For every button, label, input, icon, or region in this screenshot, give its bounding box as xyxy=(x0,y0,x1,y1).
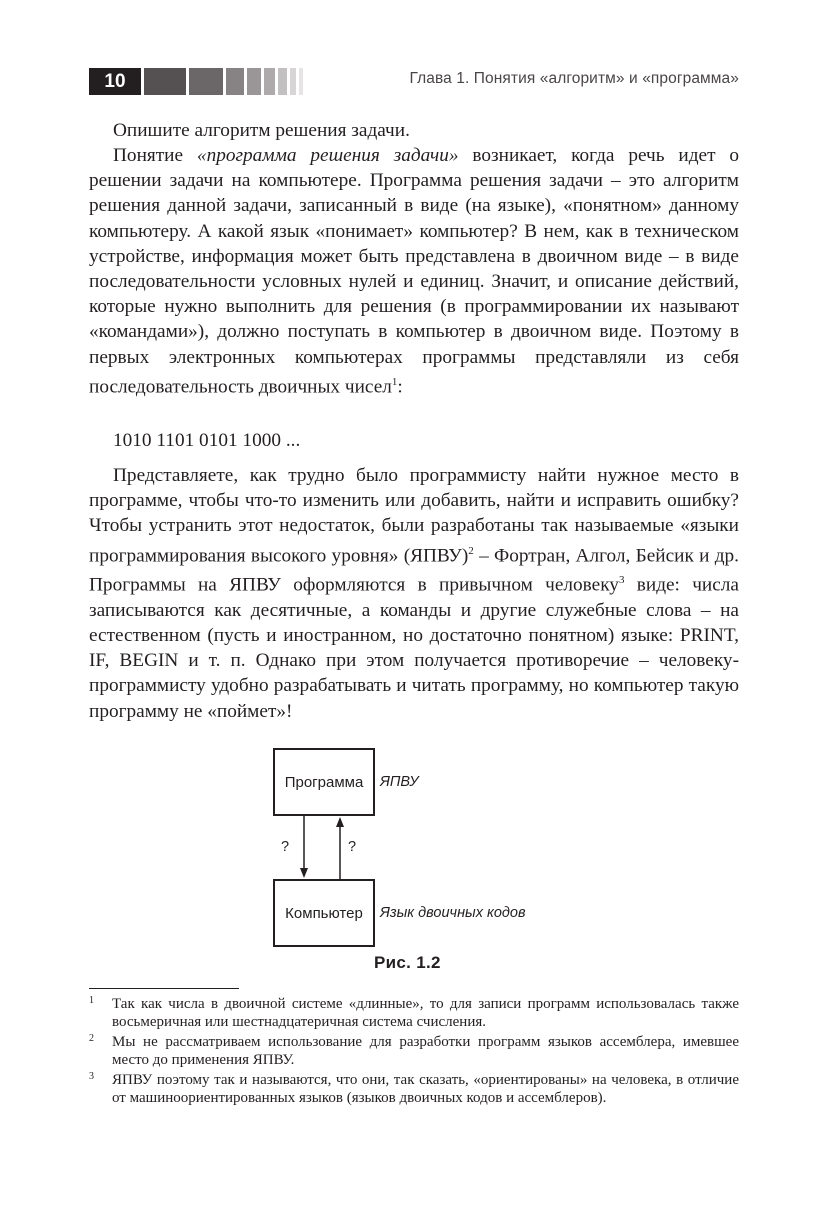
footnote-1 xyxy=(89,995,739,1031)
footnote-3 xyxy=(89,1071,739,1107)
program-box: Программа xyxy=(273,748,375,816)
paragraph-3 xyxy=(89,463,739,724)
shade-block xyxy=(144,68,186,95)
shade-block xyxy=(247,68,261,95)
shade-block xyxy=(278,68,287,95)
question-mark-right: ? xyxy=(348,839,357,855)
shade-block xyxy=(290,68,296,95)
footnote-ref-2: 2 xyxy=(468,544,474,557)
shade-block xyxy=(189,68,223,95)
binary-code-label: Язык двоичных кодов xyxy=(380,905,526,921)
footnote-text: Так как числа в двоичной системе «длинные», то для записи программ использовалась также восьмеричная или шестнадцатеричная система счисления. xyxy=(112,996,739,1030)
computer-box: Компьютер xyxy=(273,879,375,947)
up-arrowhead xyxy=(336,817,344,827)
p2-end: : xyxy=(397,376,403,398)
footnote-mark: 3 xyxy=(89,1071,94,1082)
down-arrowhead xyxy=(300,868,308,878)
hll-label: ЯПВУ xyxy=(380,774,419,790)
shade-block xyxy=(264,68,275,95)
footnote-mark: 2 xyxy=(89,1033,94,1044)
running-header xyxy=(89,68,739,95)
footnote-text: ЯПВУ поэтому так и называются, что они, так сказать, «ориентированы» на человека, в отличие от машиноориентированных языков (языков двоичных кодов и ассемблеров). xyxy=(112,1072,739,1106)
term-program: «программа решения задачи» xyxy=(196,145,459,166)
footnote-2 xyxy=(89,1033,739,1069)
footnote-mark: 1 xyxy=(89,995,94,1006)
p2-lead: Понятие xyxy=(113,145,197,166)
page-number: 10 xyxy=(89,68,141,95)
footnote-rule xyxy=(89,988,239,989)
paragraph-1: Опишите алгоритм решения задачи. xyxy=(113,120,410,141)
shade-block xyxy=(299,68,303,95)
p3-part-b: – Фортран, Алгол, Бейсик и др. Программы на ЯПВУ оформляются в привычном человеку xyxy=(89,545,739,596)
shade-block xyxy=(226,68,244,95)
question-mark-left: ? xyxy=(281,839,290,855)
footnote-text: Мы не рассматриваем использование для разработки программ языков ассемблера, имевшее место до применения ЯПВУ. xyxy=(112,1034,739,1068)
p3-part-a: Представляете, как трудно было программисту найти нужное место в программе, чтобы что-то изменить или добавить, найти и исправить ошибку? Чтобы устранить этот недостаток, были разработаны так называемые «языки программирования высокого уровня» (ЯПВУ) xyxy=(89,465,739,567)
chapter-title: Глава 1. Понятия «алгоритм» и «программа» xyxy=(409,70,739,87)
figure-caption: Рис. 1.2 xyxy=(374,953,441,972)
footnote-ref-1: 1 xyxy=(391,375,398,388)
binary-sequence: 1010 1101 0101 1000 ... xyxy=(113,430,301,451)
p2-text: возникает, когда речь идет о решении задачи на компьютере. Программа решения задачи – это алгоритм решения данной задачи, записанный в виде (на языке), «понятном» данному компьютеру. А какой язык «понимает» компьютер? В нем, как в техническом устройстве, информация может быть представлена в двоичном виде – в виде последовательности условных нулей и единиц. Значит, и описание действий, которые нужно выполнить для решения (в программировании их называют «командами»), должно поступать в компьютер в двоичном виде. Поэтому в первых электронных компьютерах программы представляли из себя последовательность двоичных чисел xyxy=(89,145,739,398)
p3-part-c: виде: числа записываются как десятичные, а команды и другие служебные слова – на естественном (пусть и иностранном, но достаточно понятном) языке: PRINT, IF, BEGIN и т. п. Однако при этом получается противоречие – человеку-программисту удобно разрабатывать и читать программу, но компьютер такую программу не «поймет»! xyxy=(89,574,739,722)
paragraph-2 xyxy=(89,143,739,399)
footnote-ref-3: 3 xyxy=(618,574,625,587)
